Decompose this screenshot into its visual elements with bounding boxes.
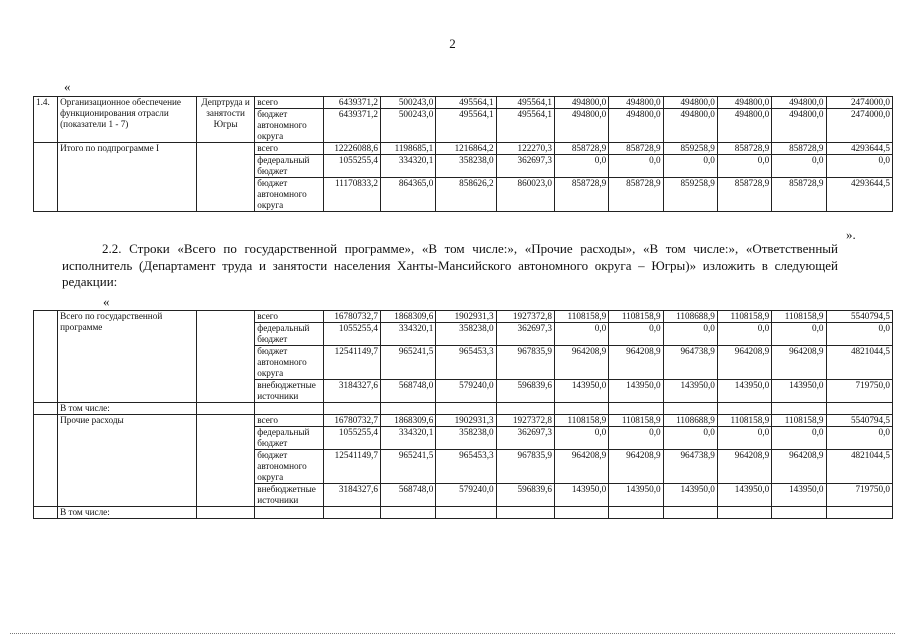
- amount-cell: 358238,0: [436, 323, 496, 346]
- amount-cell: 358238,0: [436, 427, 496, 450]
- amount-cell: 596839,6: [496, 484, 554, 507]
- amount-cell: 143950,0: [663, 484, 717, 507]
- amount-cell: 860023,0: [496, 178, 554, 212]
- funding-source: бюджет автономного округа: [255, 178, 323, 212]
- amount-cell: 2474000,0: [826, 97, 892, 109]
- subprogram-table: [33, 96, 893, 212]
- amount-cell: 122270,3: [496, 143, 554, 155]
- amount-cell: 1108688,9: [663, 415, 717, 427]
- amount-cell: 596839,6: [496, 380, 554, 403]
- empty-cell: [380, 507, 435, 519]
- row-number: 1.4.: [34, 97, 58, 143]
- amount-cell: 858728,9: [554, 178, 608, 212]
- group-name: В том числе:: [58, 507, 197, 519]
- amount-cell: 0,0: [717, 323, 771, 346]
- amount-cell: 495564,1: [496, 109, 554, 143]
- amount-cell: 334320,1: [380, 155, 435, 178]
- amount-cell: 16780732,7: [323, 311, 380, 323]
- amount-cell: 964208,9: [609, 450, 663, 484]
- amount-cell: 964208,9: [609, 346, 663, 380]
- amount-cell: 4821044,5: [826, 346, 892, 380]
- amount-cell: 6439371,2: [323, 109, 380, 143]
- amount-cell: 358238,0: [436, 155, 496, 178]
- amount-cell: 1868309,6: [380, 415, 435, 427]
- amount-cell: 334320,1: [380, 427, 435, 450]
- measure-name: Организационное обеспечение функционирования отрасли (показатели 1 - 7): [58, 97, 197, 143]
- amount-cell: 1055255,4: [323, 323, 380, 346]
- empty-cell: [609, 403, 663, 415]
- amount-cell: 858728,9: [772, 143, 826, 155]
- empty-cell: [496, 403, 554, 415]
- page-number: 2: [449, 36, 456, 51]
- amount-cell: 494800,0: [554, 109, 608, 143]
- amount-cell: 16780732,7: [323, 415, 380, 427]
- amount-cell: 1108158,9: [609, 415, 663, 427]
- amount-cell: 494800,0: [717, 109, 771, 143]
- amount-cell: 0,0: [609, 427, 663, 450]
- empty-cell: [496, 507, 554, 519]
- amount-cell: 864365,0: [380, 178, 435, 212]
- amount-cell: 495564,1: [436, 97, 496, 109]
- empty-cell: [663, 507, 717, 519]
- amount-cell: 964208,9: [717, 450, 771, 484]
- amount-cell: 0,0: [663, 323, 717, 346]
- amount-cell: 0,0: [826, 427, 892, 450]
- funding-source: всего: [255, 311, 323, 323]
- table-row: [34, 97, 893, 109]
- amount-cell: 1108158,9: [609, 311, 663, 323]
- funding-source: всего: [255, 143, 323, 155]
- amount-cell: 579240,0: [436, 484, 496, 507]
- amendment-paragraph: [62, 241, 838, 291]
- amount-cell: 1108158,9: [717, 415, 771, 427]
- amount-cell: 964738,9: [663, 346, 717, 380]
- amount-cell: 964208,9: [717, 346, 771, 380]
- funding-source: бюджет автономного округа: [255, 346, 323, 380]
- empty-cell: [772, 507, 826, 519]
- amount-cell: 2474000,0: [826, 109, 892, 143]
- amount-cell: 0,0: [554, 323, 608, 346]
- amount-cell: 964208,9: [772, 450, 826, 484]
- table-row: [34, 403, 893, 415]
- amount-cell: 965453,3: [436, 450, 496, 484]
- amount-cell: 858728,9: [717, 143, 771, 155]
- amount-cell: 143950,0: [554, 484, 608, 507]
- amount-cell: 5540794,5: [826, 415, 892, 427]
- amount-cell: 1927372,8: [496, 415, 554, 427]
- amount-cell: 6439371,2: [323, 97, 380, 109]
- amount-cell: 1108158,9: [772, 311, 826, 323]
- amendment-text: 2.2. Строки «Всего по государственной программе», «В том числе:», «Прочие расходы», «В том числе:», «Ответственный исполнитель (Департамент труда и занятости населения Ханты-Мансийского автономного округа – Югры)» изложить в следующей редакции:: [62, 241, 838, 289]
- amount-cell: 964208,9: [554, 346, 608, 380]
- group-name: В том числе:: [58, 403, 197, 415]
- amount-cell: 858728,9: [609, 143, 663, 155]
- amount-cell: 143950,0: [663, 380, 717, 403]
- amount-cell: 4293644,5: [826, 178, 892, 212]
- measure-name: Итого по подпрограмме I: [58, 143, 197, 212]
- amount-cell: 0,0: [826, 155, 892, 178]
- table-row: [34, 507, 893, 519]
- empty-cell: [436, 507, 496, 519]
- amount-cell: 4293644,5: [826, 143, 892, 155]
- empty-cell: [717, 507, 771, 519]
- amount-cell: 0,0: [772, 155, 826, 178]
- amount-cell: 1902931,3: [436, 415, 496, 427]
- amount-cell: 0,0: [772, 427, 826, 450]
- amount-cell: 1108158,9: [717, 311, 771, 323]
- amount-cell: 494800,0: [609, 97, 663, 109]
- amount-cell: 1868309,6: [380, 311, 435, 323]
- amount-cell: 858728,9: [609, 178, 663, 212]
- funding-source: всего: [255, 97, 323, 109]
- amount-cell: 1055255,4: [323, 155, 380, 178]
- empty-cell: [255, 507, 323, 519]
- amount-cell: 494800,0: [772, 109, 826, 143]
- row-number: [34, 311, 58, 403]
- amount-cell: 579240,0: [436, 380, 496, 403]
- row-number: [34, 143, 58, 212]
- amount-cell: 12541149,7: [323, 346, 380, 380]
- empty-cell: [436, 403, 496, 415]
- row-number: [34, 415, 58, 507]
- empty-cell: [380, 403, 435, 415]
- funding-source: федеральный бюджет: [255, 323, 323, 346]
- amount-cell: 3184327,6: [323, 380, 380, 403]
- empty-cell: [717, 403, 771, 415]
- empty-cell: [826, 507, 892, 519]
- amount-cell: 719750,0: [826, 484, 892, 507]
- group-name: Всего по государственной программе: [58, 311, 197, 403]
- row-number: [34, 507, 58, 519]
- amount-cell: 334320,1: [380, 323, 435, 346]
- amount-cell: 11170833,2: [323, 178, 380, 212]
- empty-cell: [663, 403, 717, 415]
- amount-cell: 1055255,4: [323, 427, 380, 450]
- funding-source: бюджет автономного округа: [255, 450, 323, 484]
- amount-cell: 500243,0: [380, 97, 435, 109]
- amount-cell: 1108688,9: [663, 311, 717, 323]
- bottom-dotted-rule: [10, 633, 895, 634]
- amount-cell: 0,0: [554, 155, 608, 178]
- amount-cell: 1198685,1: [380, 143, 435, 155]
- amount-cell: 719750,0: [826, 380, 892, 403]
- amount-cell: 143950,0: [772, 484, 826, 507]
- amount-cell: 362697,3: [496, 155, 554, 178]
- amount-cell: 1108158,9: [554, 415, 608, 427]
- empty-cell: [196, 403, 254, 415]
- amount-cell: 0,0: [717, 155, 771, 178]
- amount-cell: 1108158,9: [554, 311, 608, 323]
- empty-cell: [772, 403, 826, 415]
- responsible-executor: Депртруда и занятости Югры: [196, 97, 254, 143]
- amount-cell: 4821044,5: [826, 450, 892, 484]
- amount-cell: 0,0: [554, 427, 608, 450]
- amount-cell: 1216864,2: [436, 143, 496, 155]
- funding-source: федеральный бюджет: [255, 427, 323, 450]
- amount-cell: 858728,9: [717, 178, 771, 212]
- amount-cell: 858626,2: [436, 178, 496, 212]
- amount-cell: 858728,9: [772, 178, 826, 212]
- amount-cell: 143950,0: [609, 380, 663, 403]
- responsible-executor: [196, 143, 254, 212]
- amount-cell: 0,0: [772, 323, 826, 346]
- empty-cell: [609, 507, 663, 519]
- funding-source: бюджет автономного округа: [255, 109, 323, 143]
- amount-cell: 500243,0: [380, 109, 435, 143]
- amount-cell: 494800,0: [554, 97, 608, 109]
- amount-cell: 143950,0: [772, 380, 826, 403]
- amount-cell: 495564,1: [496, 97, 554, 109]
- program-total-table: [33, 310, 893, 519]
- amount-cell: 12226088,6: [323, 143, 380, 155]
- amount-cell: 0,0: [717, 427, 771, 450]
- amount-cell: 143950,0: [717, 484, 771, 507]
- amount-cell: 494800,0: [609, 109, 663, 143]
- amount-cell: 967835,9: [496, 450, 554, 484]
- amount-cell: 3184327,6: [323, 484, 380, 507]
- amount-cell: 495564,1: [436, 109, 496, 143]
- amount-cell: 964208,9: [554, 450, 608, 484]
- amount-cell: 12541149,7: [323, 450, 380, 484]
- amount-cell: 494800,0: [663, 109, 717, 143]
- open-quote-1: «: [64, 79, 71, 94]
- table-row: [34, 143, 893, 155]
- empty-cell: [554, 403, 608, 415]
- amount-cell: 494800,0: [663, 97, 717, 109]
- empty-cell: [323, 507, 380, 519]
- amount-cell: 362697,3: [496, 427, 554, 450]
- amount-cell: 568748,0: [380, 484, 435, 507]
- group-name: Прочие расходы: [58, 415, 197, 507]
- amount-cell: 967835,9: [496, 346, 554, 380]
- empty-cell: [323, 403, 380, 415]
- amount-cell: 568748,0: [380, 380, 435, 403]
- table-row: [34, 311, 893, 323]
- amount-cell: 964208,9: [772, 346, 826, 380]
- amount-cell: 362697,3: [496, 323, 554, 346]
- amount-cell: 965453,3: [436, 346, 496, 380]
- funding-source: внебюджетные источники: [255, 484, 323, 507]
- amount-cell: 143950,0: [717, 380, 771, 403]
- funding-source: всего: [255, 415, 323, 427]
- responsible-executor: [196, 311, 254, 403]
- table-row: [34, 415, 893, 427]
- amount-cell: 143950,0: [609, 484, 663, 507]
- amount-cell: 0,0: [609, 323, 663, 346]
- amount-cell: 494800,0: [772, 97, 826, 109]
- row-number: [34, 403, 58, 415]
- responsible-executor: [196, 415, 254, 507]
- amount-cell: 494800,0: [717, 97, 771, 109]
- close-quote: ».: [846, 227, 856, 242]
- empty-cell: [554, 507, 608, 519]
- amount-cell: 859258,9: [663, 143, 717, 155]
- amount-cell: 965241,5: [380, 346, 435, 380]
- amount-cell: 859258,9: [663, 178, 717, 212]
- amount-cell: 965241,5: [380, 450, 435, 484]
- funding-source: федеральный бюджет: [255, 155, 323, 178]
- empty-cell: [826, 403, 892, 415]
- amount-cell: 1927372,8: [496, 311, 554, 323]
- amount-cell: 1108158,9: [772, 415, 826, 427]
- amount-cell: 0,0: [663, 155, 717, 178]
- amount-cell: 964738,9: [663, 450, 717, 484]
- amount-cell: 0,0: [663, 427, 717, 450]
- amount-cell: 0,0: [826, 323, 892, 346]
- amount-cell: 0,0: [609, 155, 663, 178]
- empty-cell: [196, 507, 254, 519]
- amount-cell: 1902931,3: [436, 311, 496, 323]
- amount-cell: 5540794,5: [826, 311, 892, 323]
- funding-source: внебюджетные источники: [255, 380, 323, 403]
- empty-cell: [255, 403, 323, 415]
- amount-cell: 143950,0: [554, 380, 608, 403]
- open-quote-2: «: [103, 294, 110, 309]
- amount-cell: 858728,9: [554, 143, 608, 155]
